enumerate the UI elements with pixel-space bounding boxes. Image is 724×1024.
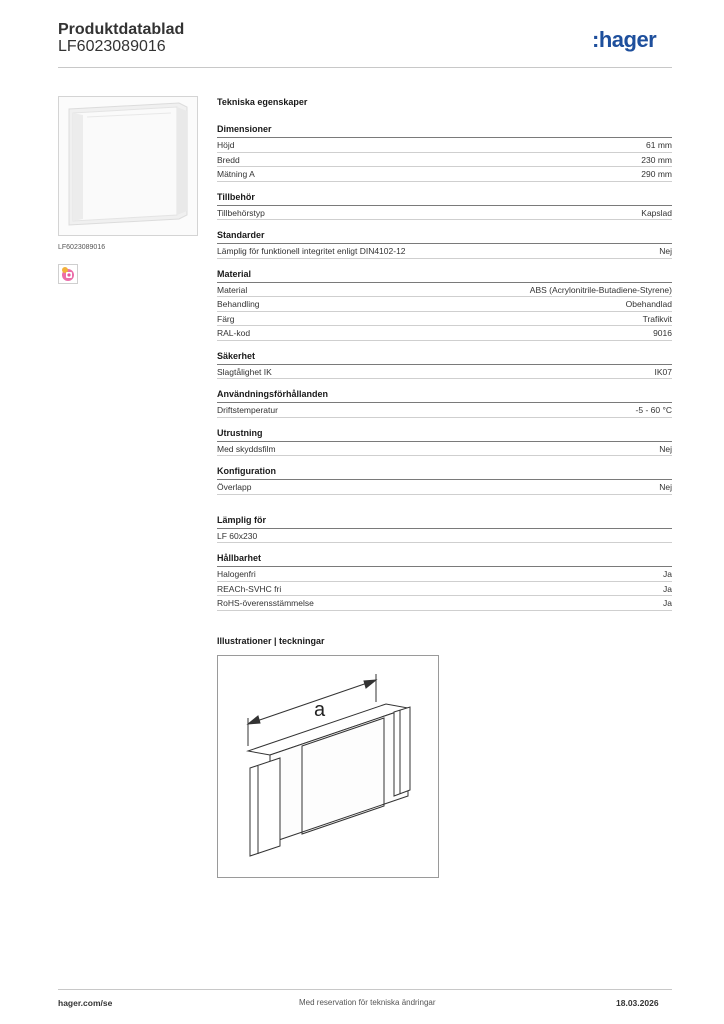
spec-section-title: Tillbehör: [217, 191, 255, 202]
footer-date: 18.03.2026: [616, 998, 659, 1008]
spec-row: [217, 326, 672, 341]
dimension-label: a: [314, 699, 326, 721]
spec-row: [217, 138, 672, 153]
spec-row: [217, 403, 672, 418]
spec-section: [217, 192, 672, 221]
spec-value: Ja: [663, 583, 672, 594]
product-image-caption: LF6023089016: [58, 244, 106, 251]
header-divider: [58, 67, 672, 68]
spec-value: -5 - 60 °C: [635, 405, 672, 415]
spec-row: [217, 206, 672, 221]
spec-label: Höjd: [217, 140, 235, 150]
spec-section: [217, 428, 672, 457]
spec-row: [217, 153, 672, 168]
spec-value: Kapslad: [641, 207, 672, 218]
spec-label: LF 60x230: [217, 530, 258, 541]
spec-section: [217, 124, 672, 182]
spec-section: [217, 351, 672, 380]
spec-value: Nej: [659, 482, 672, 492]
spec-label: Överlapp: [217, 482, 252, 492]
spec-section: [217, 466, 672, 495]
spec-section: [217, 389, 672, 418]
spec-row: [217, 167, 672, 182]
technical-specifications: [217, 97, 672, 621]
spec-value: Ja: [663, 569, 672, 579]
technical-drawing: [217, 655, 439, 878]
product-image: [58, 96, 198, 236]
spec-row: [217, 567, 672, 582]
spec-section-title: Standarder: [217, 230, 265, 240]
illustrations-title: Illustrationer | teckningar: [217, 636, 325, 646]
spec-row: [217, 283, 672, 298]
spec-value: 230 mm: [641, 154, 672, 165]
product-code-heading: LF6023089016: [58, 38, 166, 55]
spec-value: 61 mm: [646, 140, 672, 150]
spec-value: Nej: [659, 443, 672, 454]
spec-label: Med skyddsfilm: [217, 443, 276, 454]
hager-logo[interactable]: :hager: [592, 27, 657, 52]
spec-label: REACh-SVHC fri: [217, 583, 282, 594]
spec-section-title: Material: [217, 268, 252, 279]
spec-label: Halogenfri: [217, 569, 256, 579]
spec-row: [217, 312, 672, 327]
spec-label: Bredd: [217, 154, 240, 165]
halogen-free-badge-icon: [58, 264, 78, 284]
footer-website-link[interactable]: hager.com/se: [58, 998, 113, 1008]
spec-row: [217, 244, 672, 259]
spec-section: [217, 515, 672, 544]
spec-section-title: Utrustning: [217, 427, 263, 438]
spec-section-title: Hållbarhet: [217, 553, 262, 563]
spec-section-title: Dimensioner: [217, 124, 272, 134]
spec-sections: [217, 124, 672, 611]
spec-label: Mätning A: [217, 169, 255, 179]
spec-value: Nej: [659, 246, 672, 256]
spec-label: RAL-kod: [217, 328, 251, 338]
cable-trunking-cover-image: [59, 97, 197, 235]
spec-label: RoHS-överensstämmelse: [217, 598, 314, 608]
spec-label: Behandling: [217, 299, 260, 309]
spec-label: Lämplig för funktionell integritet enligt DIN4102-12: [217, 246, 406, 256]
spec-value: ABS (Acrylonitrile-Butadiene-Styrene): [529, 284, 672, 295]
spec-label: Slagtålighet IK: [217, 366, 272, 377]
spec-section: [217, 230, 672, 259]
spec-row: [217, 365, 672, 380]
spec-row: [217, 442, 672, 457]
spec-row: [217, 582, 672, 597]
spec-section: [217, 553, 672, 611]
spec-section-title: Säkerhet: [217, 350, 256, 361]
spec-row: [217, 596, 672, 611]
spec-label: Material: [217, 284, 248, 295]
trunking-cover-drawing: [218, 656, 438, 877]
spec-row: [217, 297, 672, 312]
spec-value: 9016: [653, 328, 672, 338]
spec-row: [217, 480, 672, 495]
specs-title: Tekniska egenskaper: [217, 97, 308, 107]
spec-value: Obehandlad: [625, 299, 672, 309]
spec-section: [217, 269, 672, 341]
page-title: Produktdatablad: [58, 21, 185, 38]
spec-label: Tillbehörstyp: [217, 207, 265, 218]
spec-section-title: Användningsförhållanden: [217, 389, 329, 399]
spec-section-title: Lämplig för: [217, 514, 266, 525]
spec-value: Trafikvit: [642, 313, 672, 324]
spec-section-title: Konfiguration: [217, 466, 276, 476]
spec-value: Ja: [663, 598, 672, 608]
spec-value: 290 mm: [641, 169, 672, 179]
footer-divider: [58, 989, 672, 990]
spec-value: IK07: [654, 366, 672, 377]
spec-label: Driftstemperatur: [217, 405, 278, 415]
spec-label: Färg: [217, 313, 235, 324]
spec-row: [217, 529, 672, 544]
footer-disclaimer: Med reservation för tekniska ändringar: [299, 998, 436, 1007]
